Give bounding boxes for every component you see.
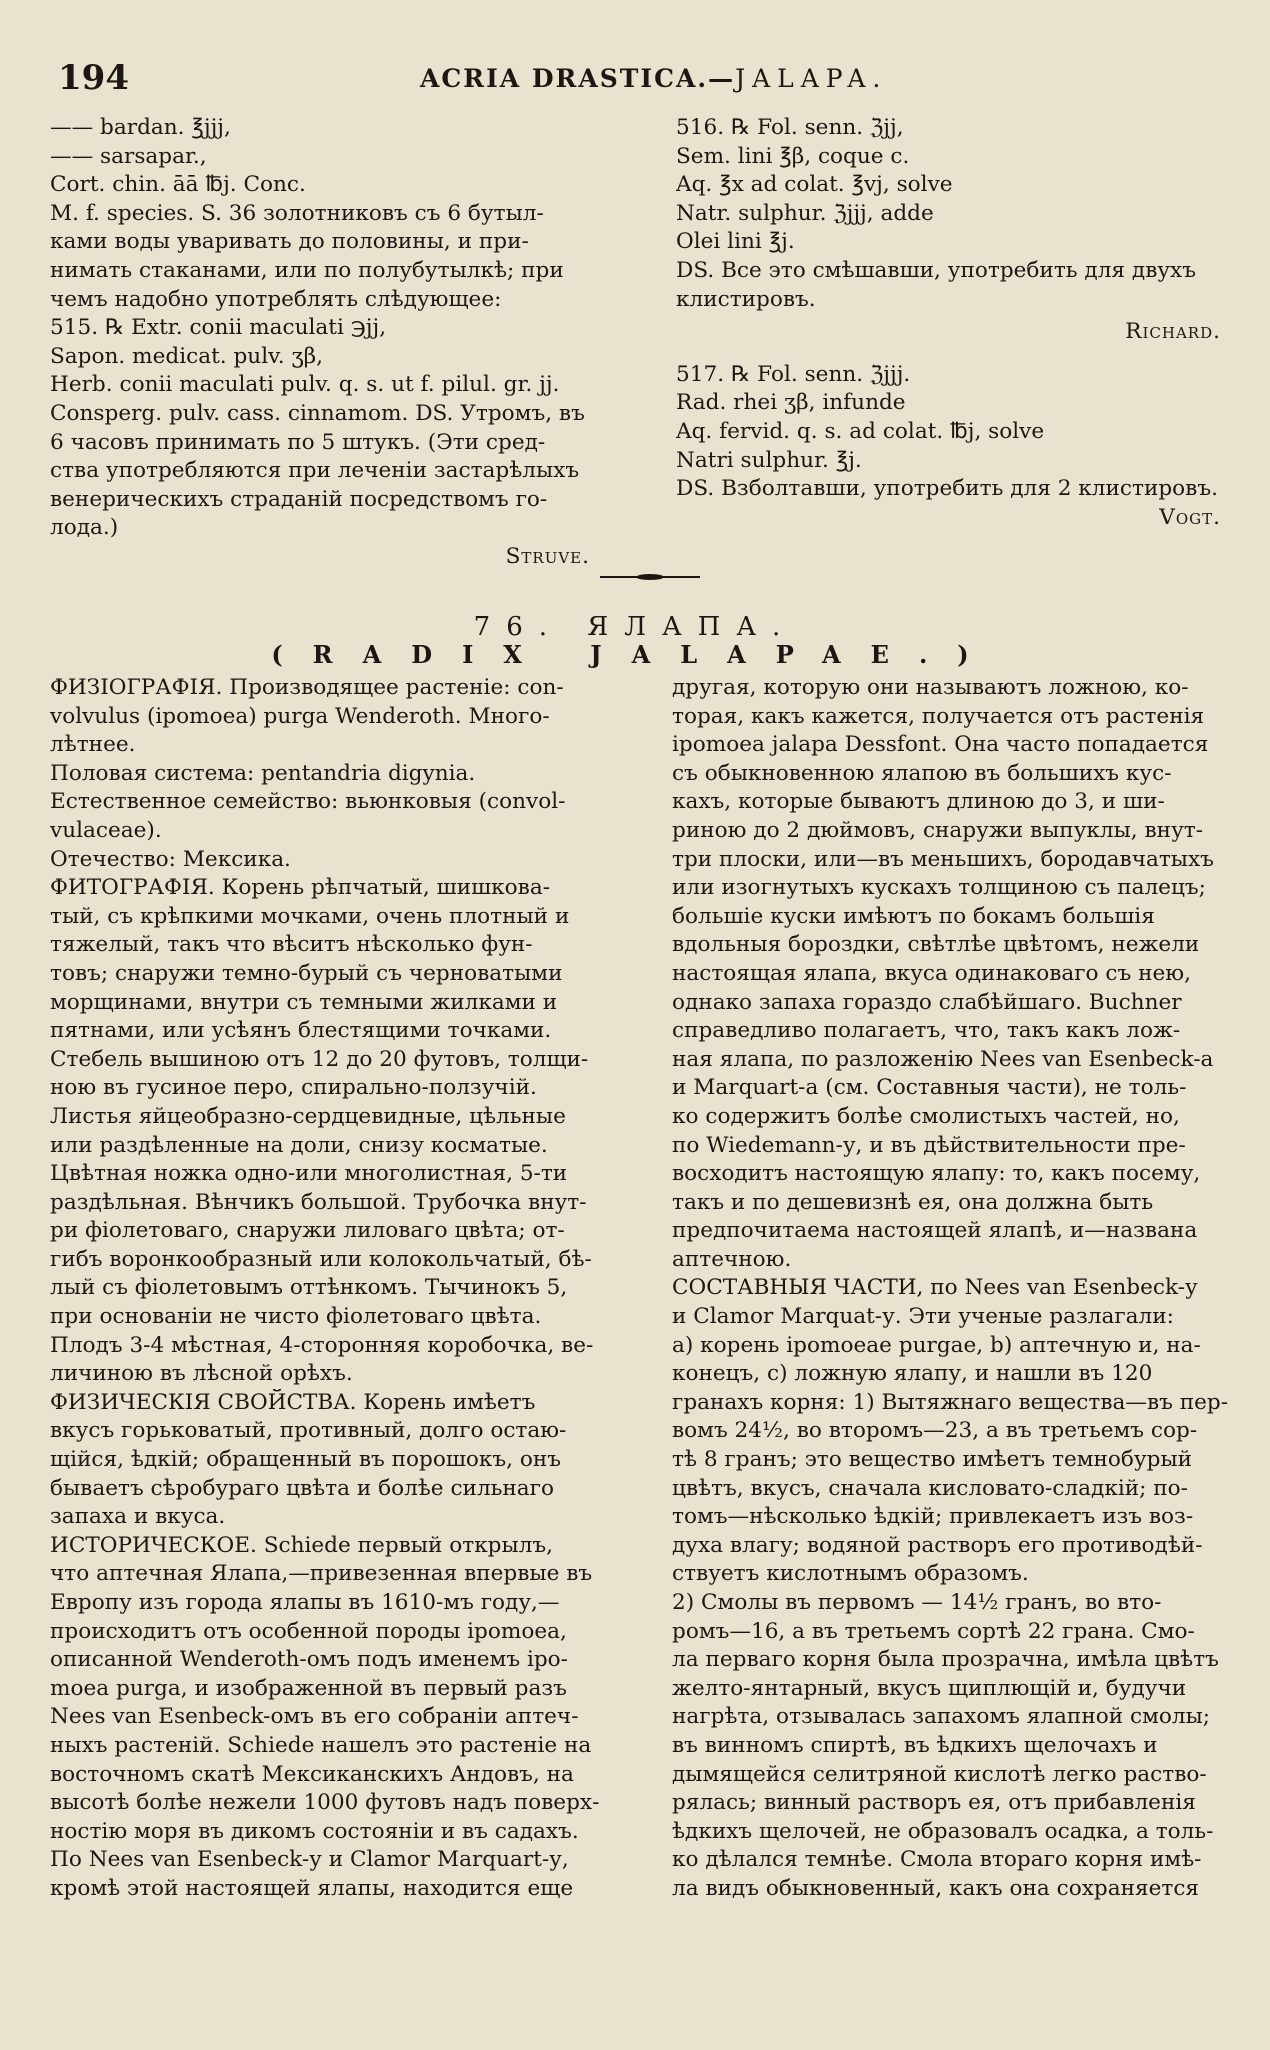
text-line: Sapon. medicat. pulv. ʒβ, [50, 343, 324, 369]
text-line: чемъ надобно употреблять слѣдующее: [50, 286, 502, 312]
text-line: ностію моря въ дикомъ состояніи и въ садахъ. [50, 1818, 579, 1844]
text-line: другая, которую они называютъ ложною, ко- [672, 675, 1189, 700]
text-line: пятнами, или усѣянъ блестящими точками. [50, 1018, 552, 1044]
author-struve: Struve. [505, 543, 590, 569]
text-line: ства употребляются при леченіи застарѣлыхъ [50, 458, 580, 484]
text-line: M. f. species. S. 36 золотниковъ съ 6 бутыл- [50, 200, 544, 226]
text-line: тяжелый, такъ что вѣситъ нѣсколько фун- [50, 932, 533, 958]
text-line: три плоски, или—въ меньшихъ, бородавчатыхъ [672, 846, 1214, 872]
text-line: нимать стаканами, или по полубутылкѣ; при [50, 257, 564, 283]
text-line: ко дѣлался темнѣе. Смола втораго корня имѣ- [672, 1847, 1202, 1873]
text-line: ФИЗИЧЕСКІЯ СВОЙСТВА. Корень имѣетъ [50, 1389, 536, 1415]
text-line: Natri sulphur. ℥j. [676, 447, 862, 473]
text-line: высотѣ болѣе нежели 1000 футовъ надъ поверх- [50, 1790, 600, 1816]
section-title: 76. ЯЛАПА. [473, 612, 797, 642]
text-line: Половая система: pentandria digynia. [50, 760, 476, 786]
text-line: Rad. rhei ʒβ, infunde [676, 390, 906, 416]
text-line: Отечество: Мексика. [50, 846, 291, 872]
text-line: ipomoea jalapa Dessfont. Она часто попадается [672, 732, 1209, 758]
text-line: Aq. ℥x ad colat. ℥vj, solve [676, 172, 953, 198]
text-line: 6 часовъ принимать по 5 штукъ. (Эти сред- [50, 429, 546, 455]
text-line: происходитъ отъ особенной породы ipomoea, [50, 1618, 567, 1644]
text-line: volvulus (ipomoea) purga Wenderoth. Много- [50, 703, 550, 729]
text-line: такъ и по дешевизнѣ ея, она должна быть [672, 1189, 1154, 1215]
page-number: 194 [58, 58, 129, 98]
text-line: предпочитаема настоящей ялапѣ, и—названа [672, 1218, 1198, 1244]
text-line: вкусъ горьковатый, противный, долго остаю- [50, 1418, 567, 1444]
text-line: кромѣ этой настоящей ялапы, находится еще [50, 1875, 574, 1901]
text-line: восточномъ скатѣ Мексиканскихъ Андовъ, на [50, 1761, 574, 1787]
bottom-left-column [50, 674, 616, 1904]
text-line: Cort. chin. āā ℔j. Conc. [50, 172, 306, 198]
author-vogt: Vogt. [1159, 504, 1221, 530]
text-line: гранахъ корня: 1) Вытяжнаго вещества—въ пер- [672, 1389, 1228, 1415]
text-line: кахъ, которые бываютъ длиною до 3, и ши- [672, 789, 1165, 815]
text-line: или раздѣленные на доли, снизу косматые. [50, 1132, 548, 1158]
text-line: съ обыкновенною ялапою въ большихъ кус- [672, 760, 1172, 786]
text-line: a) корень ipomoeae purgae, b) аптечную и, на- [672, 1332, 1201, 1358]
top-right-lines-2 [676, 361, 1221, 504]
text-line: Естественное семейство: вьюнковыя (convol- [50, 789, 566, 815]
text-line: 515. ℞ Extr. conii maculati ℈jj, [50, 315, 387, 341]
text-line: Natr. sulphur. ℨjjj, adde [676, 200, 934, 226]
text-line: лый съ фіолетовымъ оттѣнкомъ. Тычинокъ 5, [50, 1275, 568, 1301]
text-line: Nees van Esenbeck-омъ въ его собраніи аптеч- [50, 1704, 579, 1730]
text-line: томъ—нѣсколько ѣдкій; привлекаетъ изъ воз- [672, 1504, 1194, 1530]
text-line: СОСТАВНЫЯ ЧАСТИ, по Nees van Esenbeck-у [672, 1275, 1198, 1301]
text-line: желто-янтарный, вкусъ щиплющій и, будучи [672, 1675, 1187, 1701]
text-line: однако запаха гораздо слабѣйшаго. Buchner [672, 989, 1182, 1015]
text-line: ла видъ обыкновенный, какъ она сохраняется [672, 1875, 1200, 1901]
text-line: ФИЗІОГРАФІЯ. Производящее растеніе: con- [50, 675, 564, 700]
top-right-lines [676, 114, 1221, 314]
text-line: DS. Взболтавши, употребить для 2 клистировъ. [676, 476, 1218, 502]
text-line: лѣтнее. [50, 732, 136, 758]
text-line: Листья яйцеобразно-сердцевидные, цѣльные [50, 1103, 566, 1129]
text-line: товъ; снаружи темно-бурый съ черноватыми [50, 960, 563, 986]
text-line: ри фіолетоваго, снаружи лиловаго цвѣта; от- [50, 1218, 565, 1244]
text-line: ками воды уваривать до половины, и при- [50, 229, 529, 255]
text-line: нагрѣта, отзывалась запахомъ ялапной смолы; [672, 1704, 1211, 1730]
section-latin-title: (RADIX JALAPAE.) [271, 640, 999, 669]
text-line: moea purga, и изображенной въ первый разъ [50, 1675, 567, 1701]
text-line: Sem. lini ℥β, coque c. [676, 143, 910, 169]
running-title-main: ACRIA DRASTICA.— [420, 64, 736, 93]
text-line: настоящая ялапа, вкуса одинаковаго съ нею, [672, 960, 1191, 986]
top-right-column [676, 114, 1221, 532]
text-line: гибъ воронкообразный или колокольчатый, бѣ- [50, 1246, 592, 1272]
text-line: —— sarsapar., [50, 143, 207, 169]
bottom-right-column [672, 674, 1264, 1904]
text-line: ною въ гусиное перо, спирально-ползучій. [50, 1075, 537, 1101]
text-line: лода.) [50, 515, 119, 541]
text-line: или изогнутыхъ кускахъ толщиною съ палецъ; [672, 875, 1206, 901]
bottom-left-lines [50, 674, 616, 1904]
text-line: ИСТОРИЧЕСКОЕ. Schiede первый открылъ, [50, 1532, 554, 1558]
text-line: запаха и вкуса. [50, 1504, 226, 1530]
bottom-right-lines [672, 674, 1264, 1904]
text-line: вомъ 24½, во второмъ—23, а въ третьемъ сор- [672, 1418, 1198, 1444]
text-line: ныхъ растеній. Schiede нашелъ это растеніе на [50, 1732, 592, 1758]
text-line: въ винномъ спиртѣ, въ ѣдкихъ щелочахъ и [672, 1732, 1158, 1758]
text-line: ѣдкихъ щелочей, не образовалъ осадка, а толь- [672, 1818, 1214, 1844]
text-line: рялась; винный растворъ ея, отъ прибавленія [672, 1790, 1196, 1816]
text-line: по Wiedemann-у, и въ дѣйствительности пре- [672, 1132, 1186, 1158]
text-line: ствуетъ кислотнымъ образомъ. [672, 1561, 1029, 1587]
text-line: щійся, ѣдкій; обращенный въ порошокъ, онъ [50, 1447, 561, 1473]
text-line: ФИТОГРАФІЯ. Корень рѣпчатый, шишковa- [50, 875, 550, 901]
text-line: венерическихъ страданій посредствомъ го- [50, 486, 548, 512]
text-line: торая, какъ кажется, получается отъ растенія [672, 703, 1205, 729]
text-line: Aq. fervid. q. s. ad colat. ℔j, solve [676, 418, 1045, 444]
text-line: Плодъ 3-4 мѣстная, 4-сторонняя коробочка, ве- [50, 1332, 594, 1358]
text-line: личиною въ лѣсной орѣхъ. [50, 1361, 353, 1387]
text-line: Consperg. pulv. cass. cinnamom. DS. Утромъ, въ [50, 400, 585, 426]
text-line: 517. ℞ Fol. senn. ℨjjj. [676, 361, 911, 387]
text-line: 516. ℞ Fol. senn. ℨjj, [676, 115, 904, 140]
text-line: конецъ, c) ложную ялапу, и нашли въ 120 [672, 1361, 1153, 1387]
text-line: и Marquart-а (см. Составныя части), не толь- [672, 1075, 1187, 1101]
text-line: Herb. conii maculati pulv. q. s. ut f. pilul. gr. jj. [50, 372, 560, 398]
section-divider [600, 574, 700, 580]
text-line: Европу изъ города ялапы въ 1610-мъ году,— [50, 1590, 560, 1615]
text-line: цвѣтъ, вкусъ, сначала кисловато-сладкій; по- [672, 1475, 1188, 1501]
running-title [420, 64, 887, 93]
text-line: раздѣльная. Вѣнчикъ большой. Трубочка внут- [50, 1189, 587, 1215]
text-line: ная ялапа, по разложенію Nees van Esenbeck-а [672, 1046, 1214, 1072]
text-line: ла перваго корня была прозрачна, имѣла цвѣтъ [672, 1647, 1219, 1673]
text-line: справедливо полагаетъ, что, такъ какъ лож- [672, 1018, 1181, 1044]
text-line: DS. Все это смѣшавши, употребить для двухъ [676, 257, 1196, 283]
text-line: По Nees van Esenbeck-у и Clamor Marquart-у, [50, 1847, 569, 1873]
text-line: ромъ—16, а въ третьемъ сортѣ 22 грана. Смо- [672, 1618, 1195, 1644]
top-left-lines [50, 114, 590, 543]
text-line: при основаніи не чисто фіолетоваго цвѣта. [50, 1304, 542, 1330]
text-line: морщинами, внутри съ темными жилками и [50, 989, 558, 1015]
text-line: и Clamor Marquat-у. Эти ученые разлагали: [672, 1304, 1174, 1330]
text-line: аптечною. [672, 1246, 792, 1272]
author-richard: Richard. [1125, 319, 1221, 345]
text-line: большіе куски имѣютъ по бокамъ большія [672, 903, 1155, 929]
text-line: риною до 2 дюймовъ, снаружи выпуклы, внут- [672, 817, 1204, 843]
text-line: вдольныя бороздки, свѣтлѣе цвѣтомъ, нежели [672, 932, 1200, 958]
text-line: vulaceae). [50, 817, 162, 843]
text-line: 2) Смолы въ первомъ — 14½ гранъ, во вто- [672, 1590, 1162, 1615]
top-left-column [50, 114, 590, 572]
text-line: дымящейся селитряной кислотѣ легко раство- [672, 1761, 1207, 1787]
text-line: Olei lini ℥j. [676, 229, 795, 255]
text-line: бываетъ сѣробураго цвѣта и болѣе сильнаго [50, 1475, 554, 1501]
text-line: описанной Wenderoth-омъ подъ именемъ ipo- [50, 1647, 568, 1673]
text-line: тѣ 8 гранъ; это вещество имѣетъ темнобурый [672, 1447, 1193, 1473]
text-line: —— bardan. ℥jjj, [50, 115, 231, 140]
text-line: тый, съ крѣпкими мочками, очень плотный и [50, 903, 570, 929]
text-line: ко содержитъ болѣе смолистыхъ частей, но, [672, 1103, 1180, 1129]
running-title-sub: JALAPA. [735, 64, 888, 93]
text-line: восходитъ настоящую ялапу: то, какъ посему, [672, 1161, 1201, 1187]
text-line: что аптечная Ялапа,—привезенная впервые въ [50, 1561, 593, 1587]
text-line: Стебель вышиною отъ 12 до 20 футовъ, толщи- [50, 1046, 589, 1072]
text-line: духа влагу; водяной растворъ его противодѣй- [672, 1532, 1203, 1558]
text-line: Цвѣтная ножка одно-или многолистная, 5-ти [50, 1161, 568, 1187]
text-line: клистировъ. [676, 286, 816, 312]
